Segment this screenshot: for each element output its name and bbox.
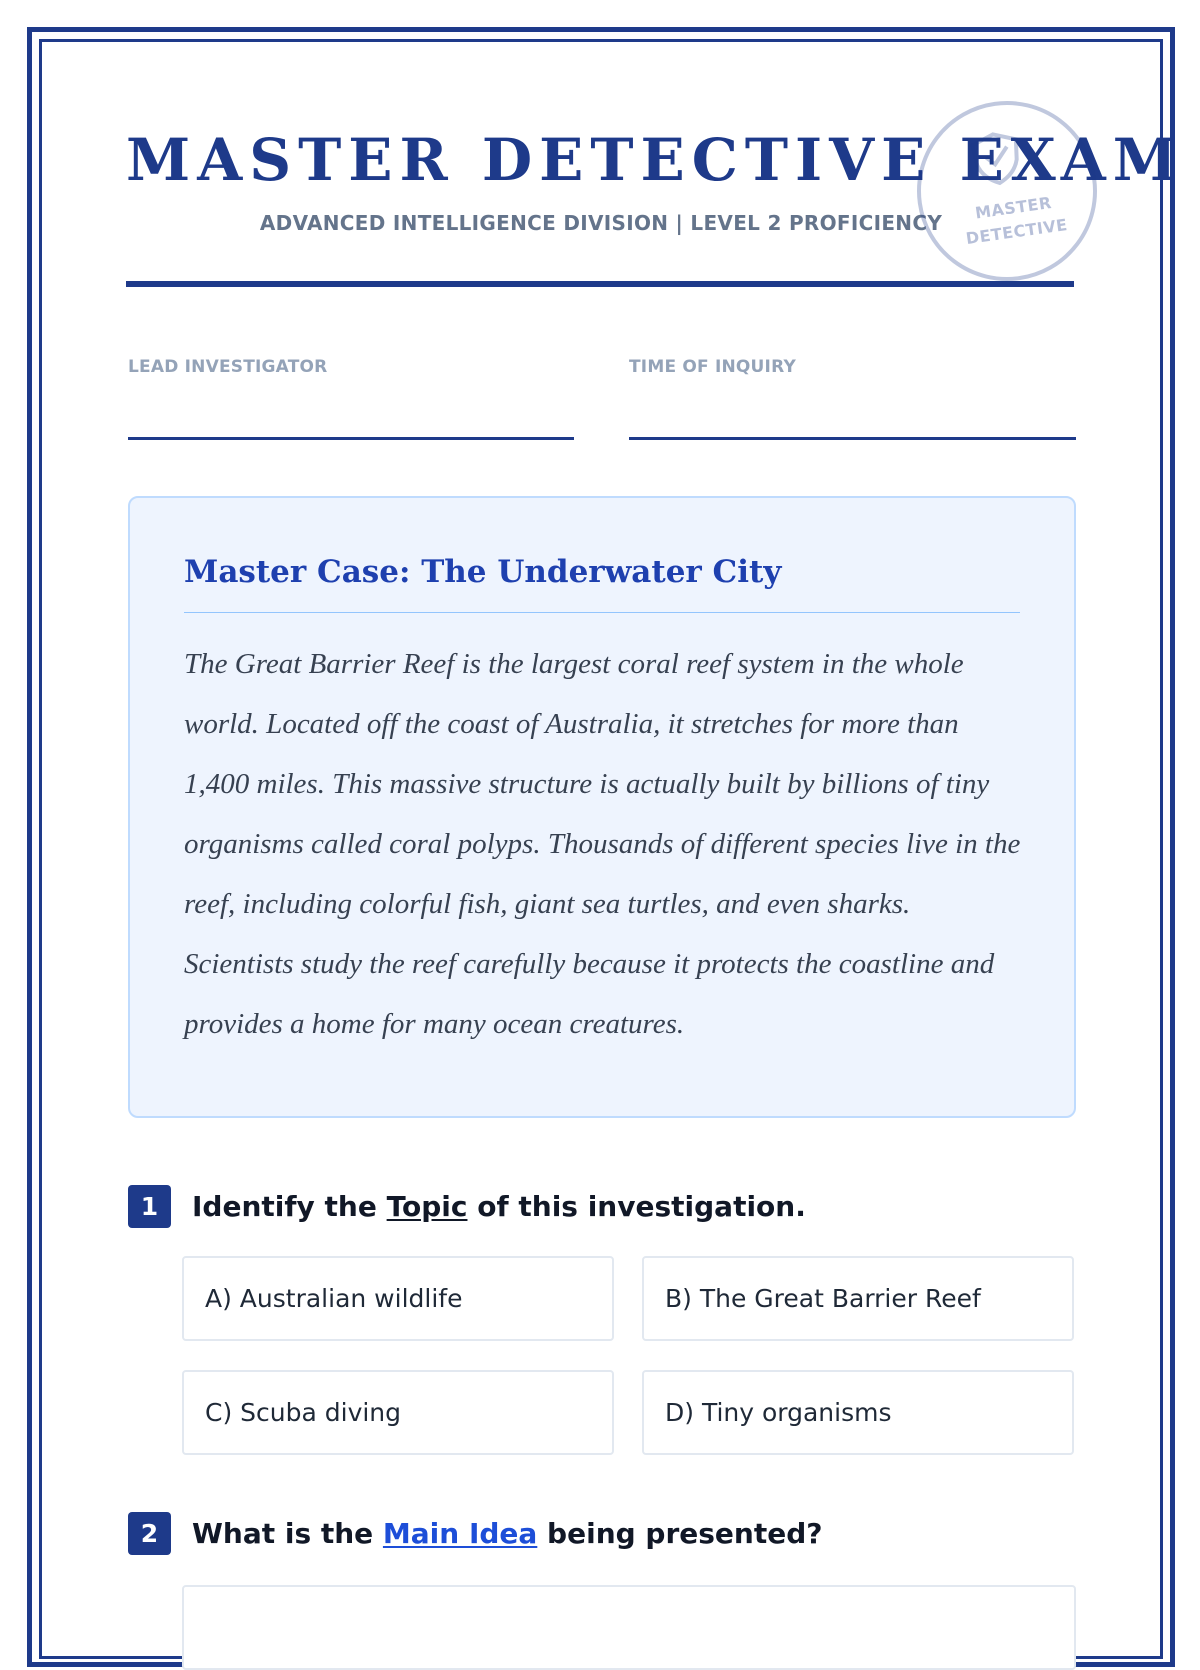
lead-investigator-label: LEAD INVESTIGATOR bbox=[128, 357, 328, 377]
question-number-badge: 2 bbox=[128, 1512, 171, 1555]
question-1-keyword: Topic bbox=[386, 1190, 468, 1223]
case-passage: The Great Barrier Reef is the largest coral reef system in the whole world. Located off the coast of Australia, it stretches for more than 1,400 miles. This massive structure is actually built by billions of tiny organisms called coral polyps. Thousands of different species live in the reef, including colorful fish, giant sea turtles, and even sharks. Scientists study the reef carefully because it protects the coastline and provides a home for many ocean creatures. bbox=[184, 648, 1021, 1040]
header-divider bbox=[126, 281, 1074, 287]
question-2-prompt bbox=[192, 1512, 823, 1555]
question-number-badge: 1 bbox=[128, 1185, 171, 1228]
question-1-text-before: Identify the bbox=[192, 1190, 387, 1223]
stamp-label bbox=[942, 187, 1087, 254]
question-1-option-c[interactable]: C) Scuba diving bbox=[182, 1370, 614, 1455]
stamp-line-2: DETECTIVE bbox=[964, 215, 1069, 249]
case-title-divider bbox=[184, 612, 1020, 613]
question-2-text-after: being presented? bbox=[537, 1517, 823, 1550]
exam-subtitle: ADVANCED INTELLIGENCE DIVISION | LEVEL 2 PROFICIENCY bbox=[259, 211, 943, 235]
exam-title: MASTER DETECTIVE EXAM bbox=[126, 126, 1184, 194]
main-idea-link[interactable]: Main Idea bbox=[382, 1517, 538, 1550]
case-title: Master Case: The Underwater City bbox=[184, 554, 782, 590]
case-panel bbox=[128, 496, 1076, 1118]
lead-investigator-field[interactable] bbox=[128, 437, 574, 440]
question-2-text-before: What is the bbox=[192, 1517, 383, 1550]
shield-icon bbox=[962, 124, 1030, 192]
question-1-text-after: of this investigation. bbox=[467, 1190, 806, 1223]
question-1-prompt bbox=[192, 1185, 806, 1228]
stamp-line-1: MASTER bbox=[973, 193, 1053, 223]
time-of-inquiry-field[interactable] bbox=[629, 437, 1076, 440]
question-2-option-a[interactable] bbox=[182, 1585, 1076, 1670]
question-1-option-a[interactable]: A) Australian wildlife bbox=[182, 1256, 614, 1341]
question-1-option-b[interactable]: B) The Great Barrier Reef bbox=[642, 1256, 1074, 1341]
question-1-option-d[interactable]: D) Tiny organisms bbox=[642, 1370, 1074, 1455]
time-of-inquiry-label: TIME OF INQUIRY bbox=[629, 357, 796, 377]
